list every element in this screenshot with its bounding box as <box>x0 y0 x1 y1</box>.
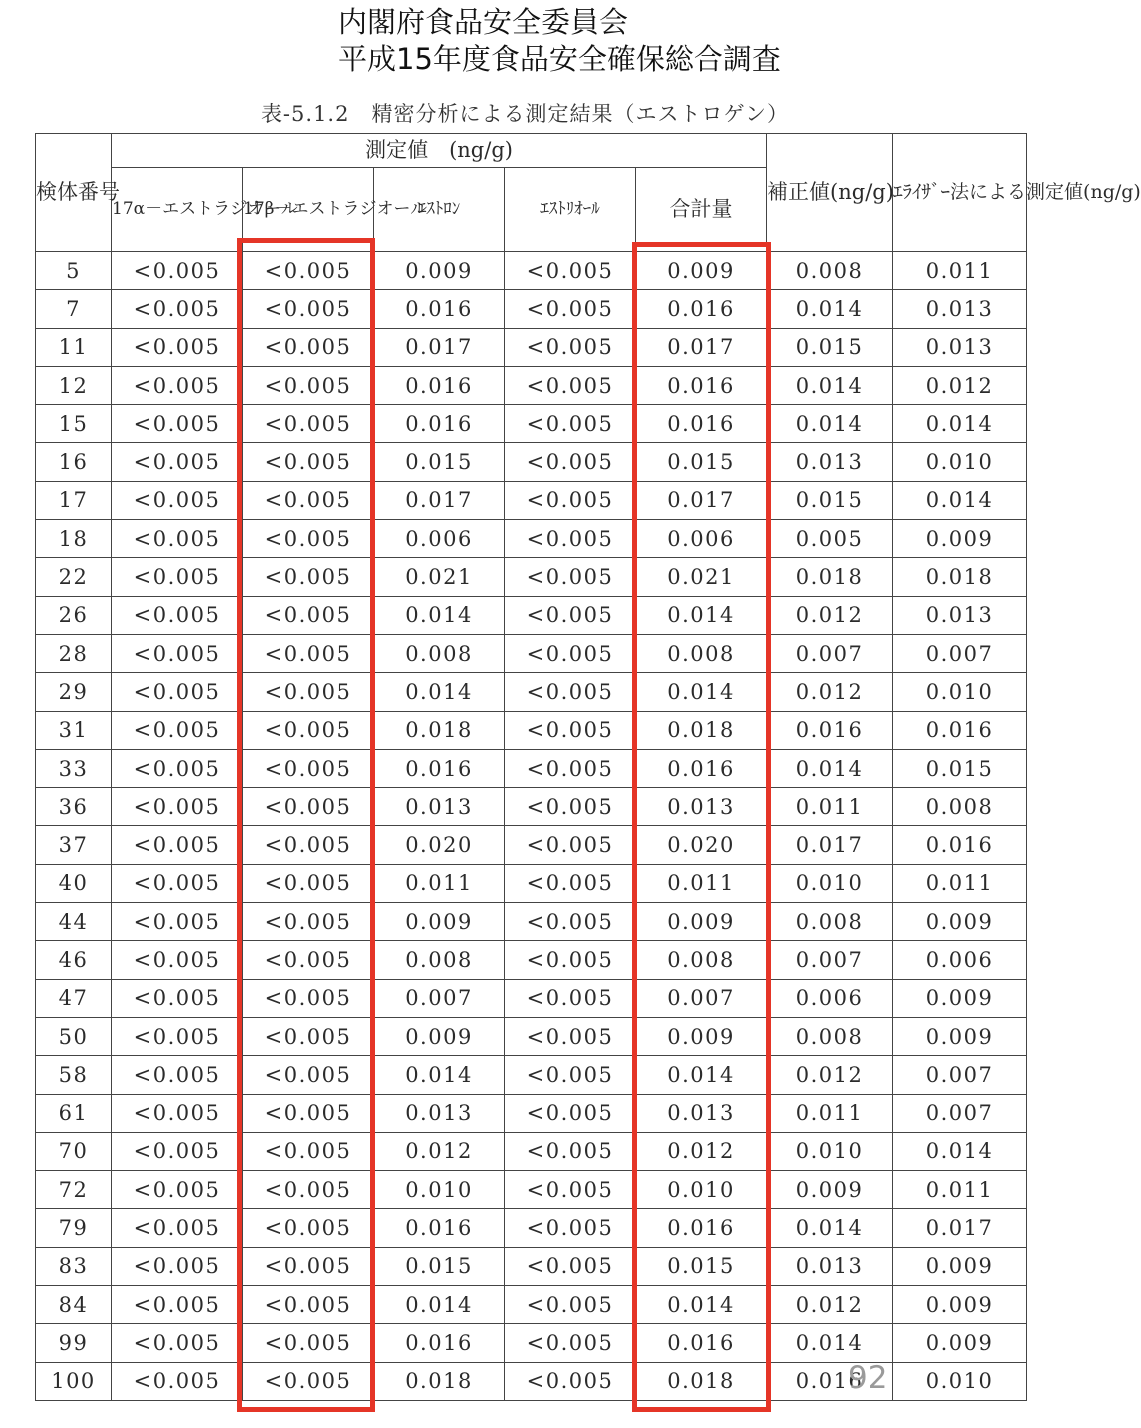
table-row <box>36 1209 1027 1247</box>
sample-number-cell: 31 <box>36 711 112 749</box>
17beta-estradiol-cell: <0.005 <box>243 1362 374 1400</box>
estrone-cell: 0.016 <box>374 1209 505 1247</box>
corrected-cell: 0.011 <box>767 788 893 826</box>
17alpha-estradiol-cell: <0.005 <box>112 1324 243 1362</box>
17beta-estradiol-cell: <0.005 <box>243 634 374 672</box>
table-row <box>36 1017 1027 1055</box>
total-cell: 0.017 <box>636 328 767 366</box>
17beta-estradiol-cell: <0.005 <box>243 366 374 404</box>
17beta-estradiol-cell: <0.005 <box>243 1247 374 1285</box>
corrected-cell: 0.015 <box>767 481 893 519</box>
total-cell: 0.016 <box>636 1209 767 1247</box>
17alpha-estradiol-cell: <0.005 <box>112 673 243 711</box>
highlight-box-17beta-column <box>237 238 375 1412</box>
document-header <box>338 4 781 78</box>
estriol-cell: <0.005 <box>505 558 636 596</box>
estrone-cell: 0.014 <box>374 673 505 711</box>
estriol-cell: <0.005 <box>505 1286 636 1324</box>
elisa-cell: 0.016 <box>893 826 1027 864</box>
corrected-cell: 0.006 <box>767 979 893 1017</box>
elisa-cell: 0.007 <box>893 1056 1027 1094</box>
table-row <box>36 1132 1027 1170</box>
total-cell: 0.021 <box>636 558 767 596</box>
corrected-cell: 0.014 <box>767 749 893 787</box>
total-cell: 0.016 <box>636 1324 767 1362</box>
sample-number-cell: 58 <box>36 1056 112 1094</box>
table-row <box>36 1171 1027 1209</box>
total-cell: 0.007 <box>636 979 767 1017</box>
17alpha-estradiol-cell: <0.005 <box>112 558 243 596</box>
17beta-estradiol-cell: <0.005 <box>243 749 374 787</box>
total-cell: 0.020 <box>636 826 767 864</box>
17beta-estradiol-cell: <0.005 <box>243 1171 374 1209</box>
total-cell: 0.016 <box>636 366 767 404</box>
sample-number-cell: 36 <box>36 788 112 826</box>
elisa-cell: 0.010 <box>893 1362 1027 1400</box>
table-row <box>36 673 1027 711</box>
17alpha-estradiol-cell: <0.005 <box>112 788 243 826</box>
estriol-cell: <0.005 <box>505 826 636 864</box>
estriol-cell: <0.005 <box>505 481 636 519</box>
total-cell: 0.018 <box>636 711 767 749</box>
estriol-cell: <0.005 <box>505 366 636 404</box>
17alpha-estradiol-cell: <0.005 <box>112 903 243 941</box>
page-number: 92 <box>848 1360 888 1396</box>
estrone-cell: 0.015 <box>374 1247 505 1285</box>
estrone-cell: 0.013 <box>374 1094 505 1132</box>
17alpha-estradiol-cell: <0.005 <box>112 596 243 634</box>
estrone-cell: 0.018 <box>374 1362 505 1400</box>
elisa-cell: 0.014 <box>893 405 1027 443</box>
estrone-cell: 0.012 <box>374 1132 505 1170</box>
highlight-box-total-column <box>632 242 771 1412</box>
estriol-cell: <0.005 <box>505 788 636 826</box>
17beta-estradiol-cell: <0.005 <box>243 252 374 290</box>
17beta-estradiol-cell: <0.005 <box>243 290 374 328</box>
17alpha-estradiol-cell: <0.005 <box>112 481 243 519</box>
total-cell: 0.008 <box>636 941 767 979</box>
table-row <box>36 826 1027 864</box>
header-estriol: ｴｽﾄﾘｵｰﾙ <box>505 168 636 252</box>
estriol-cell: <0.005 <box>505 864 636 902</box>
17beta-estradiol-cell: <0.005 <box>243 711 374 749</box>
estrogen-results-table <box>35 133 1141 1401</box>
total-cell: 0.011 <box>636 864 767 902</box>
total-cell: 0.016 <box>636 290 767 328</box>
corrected-cell: 0.005 <box>767 520 893 558</box>
17beta-estradiol-cell: <0.005 <box>243 443 374 481</box>
corrected-cell: 0.013 <box>767 1247 893 1285</box>
total-cell: 0.013 <box>636 1094 767 1132</box>
17beta-estradiol-cell: <0.005 <box>243 558 374 596</box>
elisa-cell: 0.009 <box>893 1286 1027 1324</box>
sample-number-cell: 47 <box>36 979 112 1017</box>
estriol-cell: <0.005 <box>505 596 636 634</box>
total-cell: 0.014 <box>636 673 767 711</box>
corrected-cell: 0.007 <box>767 634 893 672</box>
table-row <box>36 864 1027 902</box>
estriol-cell: <0.005 <box>505 634 636 672</box>
17beta-estradiol-cell: <0.005 <box>243 1056 374 1094</box>
estrone-cell: 0.009 <box>374 903 505 941</box>
elisa-cell: 0.015 <box>893 749 1027 787</box>
estrone-cell: 0.013 <box>374 788 505 826</box>
sample-number-cell: 70 <box>36 1132 112 1170</box>
corrected-cell: 0.016 <box>767 711 893 749</box>
sample-number-cell: 40 <box>36 864 112 902</box>
estriol-cell: <0.005 <box>505 979 636 1017</box>
corrected-cell: 0.010 <box>767 1132 893 1170</box>
estrone-cell: 0.009 <box>374 252 505 290</box>
elisa-cell: 0.013 <box>893 328 1027 366</box>
estrone-cell: 0.008 <box>374 941 505 979</box>
corrected-cell: 0.012 <box>767 673 893 711</box>
estrone-cell: 0.006 <box>374 520 505 558</box>
corrected-cell: 0.014 <box>767 366 893 404</box>
table-row <box>36 749 1027 787</box>
total-cell: 0.008 <box>636 634 767 672</box>
corrected-cell: 0.012 <box>767 1286 893 1324</box>
17alpha-estradiol-cell: <0.005 <box>112 520 243 558</box>
sample-number-cell: 83 <box>36 1247 112 1285</box>
table-row <box>36 558 1027 596</box>
elisa-cell: 0.010 <box>893 673 1027 711</box>
estrone-cell: 0.010 <box>374 1171 505 1209</box>
17alpha-estradiol-cell: <0.005 <box>112 711 243 749</box>
elisa-cell: 0.013 <box>893 596 1027 634</box>
17alpha-estradiol-cell: <0.005 <box>112 749 243 787</box>
corrected-cell: 0.011 <box>767 1094 893 1132</box>
17beta-estradiol-cell: <0.005 <box>243 405 374 443</box>
elisa-cell: 0.006 <box>893 941 1027 979</box>
table-row <box>36 711 1027 749</box>
table-row <box>36 1324 1027 1362</box>
sample-number-cell: 5 <box>36 252 112 290</box>
table-row <box>36 520 1027 558</box>
table-row <box>36 1094 1027 1132</box>
table-row <box>36 366 1027 404</box>
17beta-estradiol-cell: <0.005 <box>243 864 374 902</box>
estrone-cell: 0.021 <box>374 558 505 596</box>
17beta-estradiol-cell: <0.005 <box>243 673 374 711</box>
table-row <box>36 1056 1027 1094</box>
17beta-estradiol-cell: <0.005 <box>243 328 374 366</box>
estriol-cell: <0.005 <box>505 1324 636 1362</box>
estriol-cell: <0.005 <box>505 903 636 941</box>
total-cell: 0.017 <box>636 481 767 519</box>
elisa-cell: 0.014 <box>893 481 1027 519</box>
table-row <box>36 1286 1027 1324</box>
table-row <box>36 252 1027 290</box>
total-cell: 0.016 <box>636 749 767 787</box>
total-cell: 0.014 <box>636 1056 767 1094</box>
elisa-cell: 0.013 <box>893 290 1027 328</box>
estriol-cell: <0.005 <box>505 711 636 749</box>
estrone-cell: 0.017 <box>374 328 505 366</box>
estrone-cell: 0.014 <box>374 1056 505 1094</box>
table-row <box>36 634 1027 672</box>
17alpha-estradiol-cell: <0.005 <box>112 979 243 1017</box>
corrected-cell: 0.014 <box>767 1209 893 1247</box>
estriol-cell: <0.005 <box>505 1171 636 1209</box>
estriol-cell: <0.005 <box>505 443 636 481</box>
estriol-cell: <0.005 <box>505 1209 636 1247</box>
17alpha-estradiol-cell: <0.005 <box>112 1132 243 1170</box>
estrone-cell: 0.014 <box>374 1286 505 1324</box>
17alpha-estradiol-cell: <0.005 <box>112 405 243 443</box>
estrone-cell: 0.008 <box>374 634 505 672</box>
elisa-cell: 0.016 <box>893 711 1027 749</box>
total-cell: 0.012 <box>636 1132 767 1170</box>
total-cell: 0.014 <box>636 596 767 634</box>
header-elisa: ｴﾗｲｻﾞｰ法による測定値(ng/g) <box>893 134 1027 252</box>
elisa-cell: 0.014 <box>893 1132 1027 1170</box>
17beta-estradiol-cell: <0.005 <box>243 941 374 979</box>
sample-number-cell: 99 <box>36 1324 112 1362</box>
corrected-cell: 0.007 <box>767 941 893 979</box>
elisa-cell: 0.007 <box>893 634 1027 672</box>
header-measured-group: 測定値 (ng/g) <box>112 134 767 168</box>
table-row <box>36 290 1027 328</box>
total-cell: 0.009 <box>636 903 767 941</box>
estrone-cell: 0.020 <box>374 826 505 864</box>
table-row <box>36 903 1027 941</box>
elisa-cell: 0.009 <box>893 520 1027 558</box>
17beta-estradiol-cell: <0.005 <box>243 1324 374 1362</box>
17alpha-estradiol-cell: <0.005 <box>112 1209 243 1247</box>
17alpha-estradiol-cell: <0.005 <box>112 864 243 902</box>
estrone-cell: 0.017 <box>374 481 505 519</box>
sample-number-cell: 100 <box>36 1362 112 1400</box>
17alpha-estradiol-cell: <0.005 <box>112 1171 243 1209</box>
17alpha-estradiol-cell: <0.005 <box>112 634 243 672</box>
total-cell: 0.015 <box>636 443 767 481</box>
17beta-estradiol-cell: <0.005 <box>243 903 374 941</box>
corrected-cell: 0.017 <box>767 826 893 864</box>
elisa-cell: 0.009 <box>893 903 1027 941</box>
elisa-cell: 0.009 <box>893 979 1027 1017</box>
sample-number-cell: 15 <box>36 405 112 443</box>
sample-number-cell: 44 <box>36 903 112 941</box>
table-body <box>36 252 1027 1401</box>
estriol-cell: <0.005 <box>505 749 636 787</box>
estrone-cell: 0.016 <box>374 366 505 404</box>
header-total: 合計量 <box>636 168 767 252</box>
table-row <box>36 443 1027 481</box>
corrected-cell: 0.018 <box>767 558 893 596</box>
corrected-cell: 0.014 <box>767 405 893 443</box>
sample-number-cell: 79 <box>36 1209 112 1247</box>
total-cell: 0.009 <box>636 1017 767 1055</box>
sample-number-cell: 28 <box>36 634 112 672</box>
17alpha-estradiol-cell: <0.005 <box>112 1247 243 1285</box>
17beta-estradiol-cell: <0.005 <box>243 788 374 826</box>
17beta-estradiol-cell: <0.005 <box>243 826 374 864</box>
elisa-cell: 0.011 <box>893 1171 1027 1209</box>
header-estrone: ｴｽﾄﾛﾝ <box>374 168 505 252</box>
total-cell: 0.015 <box>636 1247 767 1285</box>
sample-number-cell: 29 <box>36 673 112 711</box>
sample-number-cell: 46 <box>36 941 112 979</box>
sample-number-cell: 11 <box>36 328 112 366</box>
header-corrected: 補正値(ng/g) <box>767 134 893 252</box>
estriol-cell: <0.005 <box>505 290 636 328</box>
corrected-cell: 0.014 <box>767 1324 893 1362</box>
total-cell: 0.009 <box>636 252 767 290</box>
estriol-cell: <0.005 <box>505 520 636 558</box>
estriol-cell: <0.005 <box>505 328 636 366</box>
sample-number-cell: 84 <box>36 1286 112 1324</box>
17alpha-estradiol-cell: <0.005 <box>112 290 243 328</box>
corrected-cell: 0.008 <box>767 1017 893 1055</box>
estrone-cell: 0.007 <box>374 979 505 1017</box>
elisa-cell: 0.011 <box>893 252 1027 290</box>
17alpha-estradiol-cell: <0.005 <box>112 1286 243 1324</box>
corrected-cell: 0.008 <box>767 903 893 941</box>
estriol-cell: <0.005 <box>505 405 636 443</box>
sample-number-cell: 72 <box>36 1171 112 1209</box>
table-row <box>36 596 1027 634</box>
17alpha-estradiol-cell: <0.005 <box>112 252 243 290</box>
sample-number-cell: 18 <box>36 520 112 558</box>
17beta-estradiol-cell: <0.005 <box>243 1132 374 1170</box>
17beta-estradiol-cell: <0.005 <box>243 520 374 558</box>
estrone-cell: 0.016 <box>374 1324 505 1362</box>
estrone-cell: 0.015 <box>374 443 505 481</box>
corrected-cell: 0.012 <box>767 1056 893 1094</box>
17alpha-estradiol-cell: <0.005 <box>112 443 243 481</box>
estriol-cell: <0.005 <box>505 1017 636 1055</box>
estriol-cell: <0.005 <box>505 252 636 290</box>
table-row <box>36 979 1027 1017</box>
total-cell: 0.016 <box>636 405 767 443</box>
estriol-cell: <0.005 <box>505 1056 636 1094</box>
17alpha-estradiol-cell: <0.005 <box>112 366 243 404</box>
header-org: 内閣府食品安全委員会 <box>338 5 629 39</box>
table-row <box>36 1247 1027 1285</box>
corrected-cell: 0.014 <box>767 290 893 328</box>
elisa-cell: 0.018 <box>893 558 1027 596</box>
estrone-cell: 0.011 <box>374 864 505 902</box>
elisa-cell: 0.012 <box>893 366 1027 404</box>
table-row <box>36 788 1027 826</box>
estrone-cell: 0.016 <box>374 405 505 443</box>
17beta-estradiol-cell: <0.005 <box>243 1286 374 1324</box>
sample-number-cell: 17 <box>36 481 112 519</box>
sample-number-cell: 37 <box>36 826 112 864</box>
corrected-cell: 0.012 <box>767 596 893 634</box>
estriol-cell: <0.005 <box>505 941 636 979</box>
17beta-estradiol-cell: <0.005 <box>243 481 374 519</box>
estrone-cell: 0.014 <box>374 596 505 634</box>
estrone-cell: 0.016 <box>374 749 505 787</box>
17beta-estradiol-cell: <0.005 <box>243 596 374 634</box>
17alpha-estradiol-cell: <0.005 <box>112 826 243 864</box>
table-row <box>36 941 1027 979</box>
17beta-estradiol-cell: <0.005 <box>243 979 374 1017</box>
17beta-estradiol-cell: <0.005 <box>243 1209 374 1247</box>
estriol-cell: <0.005 <box>505 1362 636 1400</box>
sample-number-cell: 16 <box>36 443 112 481</box>
17alpha-estradiol-cell: <0.005 <box>112 1017 243 1055</box>
total-cell: 0.018 <box>636 1362 767 1400</box>
estriol-cell: <0.005 <box>505 1247 636 1285</box>
estriol-cell: <0.005 <box>505 1094 636 1132</box>
17beta-estradiol-cell: <0.005 <box>243 1017 374 1055</box>
sample-number-cell: 26 <box>36 596 112 634</box>
elisa-cell: 0.008 <box>893 788 1027 826</box>
sample-number-cell: 61 <box>36 1094 112 1132</box>
corrected-cell: 0.016 <box>767 1362 893 1400</box>
estrone-cell: 0.016 <box>374 290 505 328</box>
estrone-cell: 0.009 <box>374 1017 505 1055</box>
total-cell: 0.010 <box>636 1171 767 1209</box>
corrected-cell: 0.015 <box>767 328 893 366</box>
elisa-cell: 0.009 <box>893 1324 1027 1362</box>
header-17alpha-estradiol: 17α－エストラジオール <box>112 168 243 252</box>
sample-number-cell: 22 <box>36 558 112 596</box>
corrected-cell: 0.010 <box>767 864 893 902</box>
header-survey-title: 平成15年度食品安全確保総合調査 <box>338 42 781 76</box>
header-sample-number: 検体番号 <box>36 134 112 252</box>
estriol-cell: <0.005 <box>505 1132 636 1170</box>
elisa-cell: 0.009 <box>893 1017 1027 1055</box>
elisa-cell: 0.009 <box>893 1247 1027 1285</box>
sample-number-cell: 12 <box>36 366 112 404</box>
17alpha-estradiol-cell: <0.005 <box>112 941 243 979</box>
table-row <box>36 481 1027 519</box>
elisa-cell: 0.010 <box>893 443 1027 481</box>
table-caption: 表-5.1.2 精密分析による測定結果（エストロゲン） <box>260 102 790 126</box>
17beta-estradiol-cell: <0.005 <box>243 1094 374 1132</box>
header-17beta-estradiol: 17β－エストラジオール <box>243 168 374 252</box>
total-cell: 0.006 <box>636 520 767 558</box>
table-row <box>36 405 1027 443</box>
elisa-cell: 0.007 <box>893 1094 1027 1132</box>
17alpha-estradiol-cell: <0.005 <box>112 1056 243 1094</box>
estrone-cell: 0.018 <box>374 711 505 749</box>
total-cell: 0.013 <box>636 788 767 826</box>
17alpha-estradiol-cell: <0.005 <box>112 328 243 366</box>
elisa-cell: 0.017 <box>893 1209 1027 1247</box>
17alpha-estradiol-cell: <0.005 <box>112 1362 243 1400</box>
corrected-cell: 0.009 <box>767 1171 893 1209</box>
sample-number-cell: 7 <box>36 290 112 328</box>
total-cell: 0.014 <box>636 1286 767 1324</box>
table-row <box>36 328 1027 366</box>
corrected-cell: 0.013 <box>767 443 893 481</box>
sample-number-cell: 50 <box>36 1017 112 1055</box>
estriol-cell: <0.005 <box>505 673 636 711</box>
corrected-cell: 0.008 <box>767 252 893 290</box>
17alpha-estradiol-cell: <0.005 <box>112 1094 243 1132</box>
elisa-cell: 0.011 <box>893 864 1027 902</box>
sample-number-cell: 33 <box>36 749 112 787</box>
